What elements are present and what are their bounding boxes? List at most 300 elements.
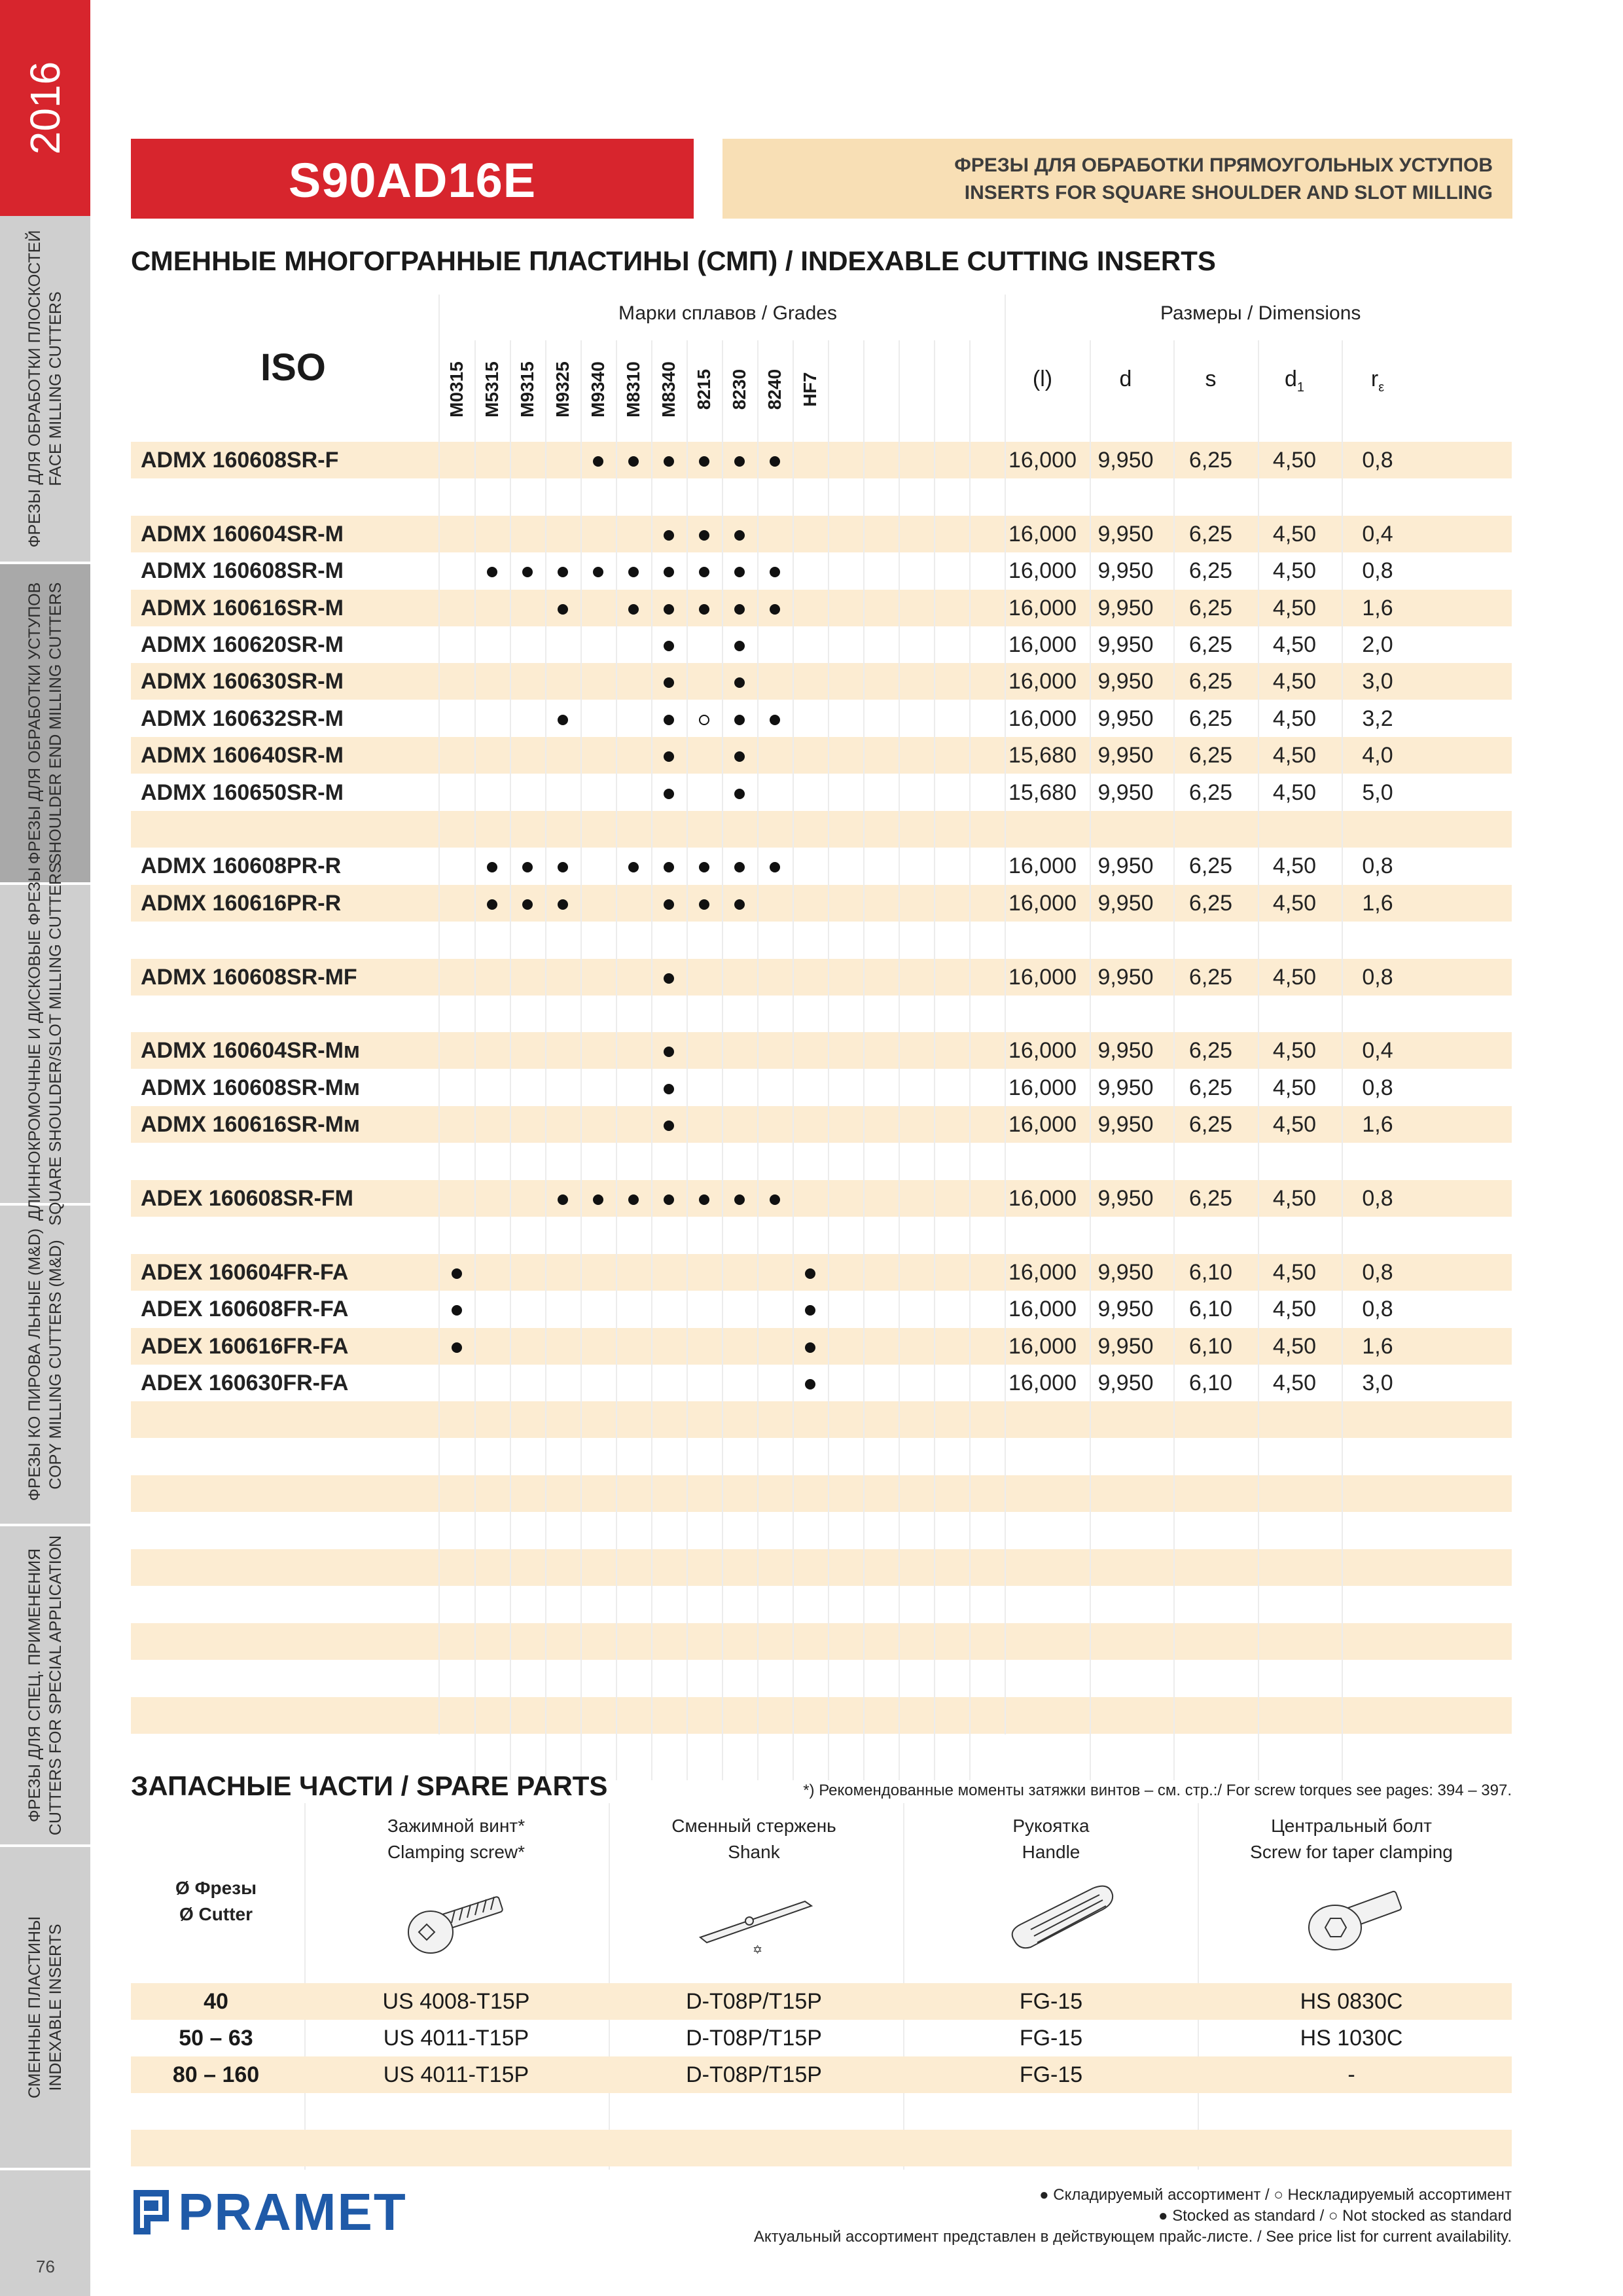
dimension-value: 16,000 xyxy=(1008,632,1077,657)
stocked-marker xyxy=(664,1047,674,1057)
grid-line xyxy=(438,295,440,1734)
stocked-marker xyxy=(770,567,780,577)
dimension-value: 2,0 xyxy=(1362,632,1393,657)
dimension-value: 9,950 xyxy=(1097,522,1154,547)
sidebar xyxy=(0,0,90,2296)
product-description xyxy=(722,139,1512,219)
stocked-marker xyxy=(593,456,603,467)
dimension-value: 6,10 xyxy=(1188,1260,1233,1285)
insert-name: ADMX 160650SR-M xyxy=(141,780,344,805)
grade-header xyxy=(758,340,792,439)
grade-header xyxy=(687,340,721,439)
clamping-screw-icon xyxy=(393,1885,524,1957)
dimension-value: 3,0 xyxy=(1362,669,1393,694)
sidebar-tab-shoulder-milling[interactable] xyxy=(0,564,90,885)
pramet-logo-text: PRAMET xyxy=(178,2183,407,2241)
dimension-value: 6,25 xyxy=(1188,1112,1233,1137)
sidebar-tab-label-ru: ФРЕЗЫ ДЛЯ ОБРАБОТКИ УСТУПОВ xyxy=(26,582,44,865)
stocked-marker xyxy=(664,789,674,799)
dimension-value: 16,000 xyxy=(1008,1334,1077,1359)
grade-header xyxy=(546,340,580,439)
grid-line xyxy=(722,340,723,1780)
cutter-diameter: 50 – 63 xyxy=(179,2026,253,2051)
stocked-marker xyxy=(770,862,780,872)
dimension-value: 4,50 xyxy=(1272,522,1317,547)
insert-name: ADMX 160608SR-Mм xyxy=(141,1075,361,1100)
stocked-marker xyxy=(628,604,639,615)
sidebar-tab-label-en: COPY MILLING CUTTERS (M&D) xyxy=(46,1240,65,1490)
dimension-value: 6,10 xyxy=(1188,1334,1233,1359)
sidebar-tab-label-ru: ФРЕЗЫ ДЛЯ ОБРАБОТКИ ПЛОСКОСТЕЙ xyxy=(26,230,44,548)
cutter-diameter: 40 xyxy=(204,1989,228,2014)
grade-header xyxy=(581,340,615,439)
dimension-value: 0,8 xyxy=(1362,558,1393,583)
dimension-value: 16,000 xyxy=(1008,1075,1077,1100)
spare-col-shank xyxy=(671,1813,836,1865)
sidebar-tab-label-en: SHOULDER END MILLING CUTTERS xyxy=(46,582,65,865)
spare-col-taper-screw xyxy=(1250,1813,1453,1865)
insert-name: ADMX 160604SR-M xyxy=(141,522,344,547)
spare-part-code: - xyxy=(1347,2062,1355,2087)
insert-name: ADMX 160620SR-M xyxy=(141,632,344,657)
dimension-value: 4,50 xyxy=(1272,1260,1317,1285)
stocked-marker xyxy=(558,604,568,615)
grid-line xyxy=(969,340,971,1780)
insert-name: ADMX 160604SR-Mм xyxy=(141,1038,361,1063)
stocked-marker xyxy=(805,1379,815,1390)
grid-line xyxy=(899,340,900,1780)
insert-name: ADMX 160616SR-Mм xyxy=(141,1112,361,1137)
dimension-value: 16,000 xyxy=(1008,448,1077,473)
grade-header xyxy=(510,340,544,439)
dimension-value: 4,50 xyxy=(1272,1186,1317,1211)
stocked-marker xyxy=(734,530,745,541)
dimension-value: 6,25 xyxy=(1188,743,1233,768)
grid-line xyxy=(757,340,758,1780)
sidebar-tab-slot-milling[interactable] xyxy=(0,862,90,1226)
dimension-value: 4,50 xyxy=(1272,891,1317,916)
table-row xyxy=(131,516,1512,552)
grade-header xyxy=(475,340,509,439)
grid-line xyxy=(1090,340,1091,1780)
spare-parts-title: ЗАПАСНЫЕ ЧАСТИ / SPARE PARTS xyxy=(131,1770,608,1801)
spare-part-code: FG-15 xyxy=(1019,2026,1083,2051)
table-row xyxy=(131,1365,1512,1401)
grid-line xyxy=(580,340,582,1780)
pramet-logo-icon xyxy=(131,2187,171,2237)
stocked-marker xyxy=(628,456,639,467)
cutter-diameter: 80 – 160 xyxy=(172,2062,260,2087)
grade-header-label: M9325 xyxy=(552,361,573,418)
dimension-value: 6,25 xyxy=(1188,558,1233,583)
stocked-marker xyxy=(734,789,745,799)
dim-header-d1 xyxy=(1285,367,1304,395)
dimension-value: 6,25 xyxy=(1188,448,1233,473)
dimension-value: 5,0 xyxy=(1362,780,1393,805)
spare-part-code: HS 0830C xyxy=(1300,1989,1403,2014)
stocked-marker xyxy=(558,1194,568,1205)
dimension-value: 16,000 xyxy=(1008,891,1077,916)
table-row xyxy=(131,1291,1512,1327)
insert-name: ADEX 160604FR-FA xyxy=(141,1260,349,1285)
sidebar-tab-inserts[interactable] xyxy=(0,1847,90,2170)
stocked-marker xyxy=(734,715,745,725)
table-row xyxy=(131,626,1512,663)
cutter-header-en: Ø Cutter xyxy=(179,1904,253,1924)
taper-screw-icon xyxy=(1296,1878,1414,1957)
stocked-marker xyxy=(699,862,709,872)
insert-name: ADMX 160616PR-R xyxy=(141,891,342,916)
table-row xyxy=(131,737,1512,774)
dim-header-r xyxy=(1371,367,1384,395)
grade-header xyxy=(652,340,686,439)
dimension-value: 9,950 xyxy=(1097,669,1154,694)
grades-caption: Марки сплавов / Grades xyxy=(618,302,837,324)
dimension-value: 9,950 xyxy=(1097,1075,1154,1100)
stocked-marker xyxy=(734,751,745,762)
pramet-logo xyxy=(131,2183,407,2241)
table-row xyxy=(131,774,1512,811)
stocked-marker xyxy=(664,1194,674,1205)
row-stripe xyxy=(131,2130,1512,2166)
dimension-value: 4,50 xyxy=(1272,448,1317,473)
insert-name: ADMX 160630SR-M xyxy=(141,669,344,694)
dimension-value: 9,950 xyxy=(1097,596,1154,620)
cutter-header-ru: Ø Фрезы xyxy=(175,1878,257,1898)
r-subscript: ε xyxy=(1378,380,1385,395)
stocked-marker xyxy=(770,1194,780,1205)
stocked-marker xyxy=(664,862,674,872)
table-row xyxy=(131,1069,1512,1106)
shank-icon xyxy=(687,1885,831,1957)
stocked-marker xyxy=(628,567,639,577)
grid-line xyxy=(474,340,476,1780)
grid-line xyxy=(616,340,617,1780)
dimension-value: 6,25 xyxy=(1188,632,1233,657)
dimension-value: 9,950 xyxy=(1097,1371,1154,1395)
dimension-value: 9,950 xyxy=(1097,1186,1154,1211)
table-row xyxy=(131,848,1512,884)
sidebar-tab-label-en: INDEXABLE INSERTS xyxy=(46,1924,65,2091)
insert-name: ADMX 160608SR-F xyxy=(141,448,339,473)
stocked-marker xyxy=(522,862,533,872)
grid-line xyxy=(1005,295,1006,1734)
dimension-value: 16,000 xyxy=(1008,596,1077,620)
stocked-marker xyxy=(770,604,780,615)
stocked-marker xyxy=(664,973,674,984)
stocked-marker xyxy=(734,1194,745,1205)
stocked-marker xyxy=(522,567,533,577)
sidebar-tab-special[interactable] xyxy=(0,1526,90,1847)
stocked-marker xyxy=(734,862,745,872)
row-stripe xyxy=(131,1475,1512,1512)
dimension-value: 16,000 xyxy=(1008,522,1077,547)
spare-part-code: FG-15 xyxy=(1019,2062,1083,2087)
insert-name: ADEX 160608SR-FM xyxy=(141,1186,354,1211)
spare-col-ru: Зажимной винт* xyxy=(387,1816,526,1836)
grade-header xyxy=(793,340,827,439)
stocked-marker xyxy=(452,1268,462,1279)
dimension-value: 16,000 xyxy=(1008,1186,1077,1211)
dimension-value: 6,25 xyxy=(1188,522,1233,547)
not-stocked-marker xyxy=(699,715,709,725)
stocked-marker xyxy=(664,1084,674,1094)
grid-line xyxy=(828,340,829,1780)
cutter-diameter-header xyxy=(175,1875,257,1928)
spare-col-ru: Рукоятка xyxy=(1012,1816,1090,1836)
dimension-value: 0,8 xyxy=(1362,1186,1393,1211)
dimension-value: 4,0 xyxy=(1362,743,1393,768)
dimension-value: 4,50 xyxy=(1272,1371,1317,1395)
iso-header: ISO xyxy=(260,346,326,389)
stocked-marker xyxy=(734,641,745,651)
table-row xyxy=(131,590,1512,626)
spare-col-ru: Сменный стержень xyxy=(671,1816,836,1836)
dimension-value: 0,8 xyxy=(1362,853,1393,878)
dimension-value: 16,000 xyxy=(1008,669,1077,694)
spare-part-code: HS 1030C xyxy=(1300,2026,1403,2051)
r-symbol: r xyxy=(1370,367,1379,391)
stocked-marker xyxy=(593,567,603,577)
dimension-value: 1,6 xyxy=(1362,891,1393,916)
sidebar-tab-label-ru: ФРЕЗЫ КО ПИРОВА ЛЬНЫЕ (M&D) xyxy=(26,1228,44,1501)
sidebar-tab-label-en: FACE MILLING CUTTERS xyxy=(46,291,65,486)
description-ru: ФРЕЗЫ ДЛЯ ОБРАБОТКИ ПРЯМОУГОЛЬНЫХ УСТУПОВ xyxy=(954,154,1493,176)
row-stripe xyxy=(131,1623,1512,1660)
grid-line xyxy=(1342,340,1343,1780)
stocked-marker xyxy=(664,677,674,688)
grid-line xyxy=(510,340,511,1780)
dimension-value: 4,50 xyxy=(1272,780,1317,805)
stocked-marker xyxy=(558,567,568,577)
stocked-marker xyxy=(805,1268,815,1279)
spare-part-code: US 4008-T15P xyxy=(382,1989,530,2014)
stocked-marker xyxy=(664,567,674,577)
spare-col-clamping-screw xyxy=(387,1813,525,1865)
spare-col-handle xyxy=(1012,1813,1089,1865)
dimension-value: 16,000 xyxy=(1008,1297,1077,1321)
dim-header-d: d xyxy=(1119,367,1132,391)
insert-name: ADMX 160632SR-M xyxy=(141,706,344,731)
dimension-value: 9,950 xyxy=(1097,780,1154,805)
stocked-marker xyxy=(699,567,709,577)
stocked-marker xyxy=(664,899,674,910)
insert-name: ADMX 160640SR-M xyxy=(141,743,344,768)
dimension-value: 6,25 xyxy=(1188,596,1233,620)
sidebar-tab-copy-milling[interactable] xyxy=(0,1206,90,1526)
stocked-marker xyxy=(487,862,497,872)
dim-header-l: (l) xyxy=(1032,367,1053,391)
grid-line xyxy=(651,340,652,1780)
sidebar-tab-label-ru: СМЕННЫЕ ПЛАСТИНЫ xyxy=(26,1916,44,2099)
stocked-marker xyxy=(734,567,745,577)
dimension-value: 16,000 xyxy=(1008,1112,1077,1137)
year-tab xyxy=(0,0,90,216)
svg-text:✡: ✡ xyxy=(753,1943,763,1957)
table-row xyxy=(131,1328,1512,1365)
dimension-value: 6,25 xyxy=(1188,1038,1233,1063)
year-label: 2016 xyxy=(22,61,69,155)
stocked-marker xyxy=(628,862,639,872)
dimension-value: 9,950 xyxy=(1097,1112,1154,1137)
dimension-value: 6,25 xyxy=(1188,669,1233,694)
torque-note: *) Рекомендованные моменты затяжки винтов – см. стр.:/ For screw torques see pages: 394 – 397. xyxy=(803,1782,1512,1799)
spare-part-code: US 4011-T15P xyxy=(383,2062,529,2087)
availability-note: Актуальный ассортимент представлен в действующем прайс-листе. / See price list for current availability. xyxy=(753,2228,1512,2246)
spare-col-en: Clamping screw* xyxy=(387,1842,526,1862)
grade-header-label: 8240 xyxy=(764,368,785,410)
spare-col-en: Handle xyxy=(1022,1842,1080,1862)
stocked-marker xyxy=(452,1305,462,1316)
grade-header-label: M9315 xyxy=(517,361,537,418)
spare-part-code: FG-15 xyxy=(1019,1989,1083,2014)
spare-row xyxy=(131,1983,1512,2020)
grade-header xyxy=(440,340,474,439)
dimension-value: 1,6 xyxy=(1362,1112,1393,1137)
table-row xyxy=(131,1180,1512,1217)
dimension-value: 4,50 xyxy=(1272,965,1317,990)
dimension-value: 4,50 xyxy=(1272,706,1317,731)
grade-header xyxy=(722,340,757,439)
dim-header-s: s xyxy=(1205,367,1217,391)
table-row xyxy=(131,700,1512,737)
dimension-value: 16,000 xyxy=(1008,965,1077,990)
dimension-value: 0,8 xyxy=(1362,1075,1393,1100)
sidebar-tab-label-en: SQUARE SHOULDER/SLOT MILLING CUTTERS xyxy=(46,862,65,1226)
insert-name: ADEX 160630FR-FA xyxy=(141,1371,349,1395)
grid-line xyxy=(793,340,794,1780)
legend-en: ● Stocked as standard / ○ Not stocked as standard xyxy=(1158,2207,1512,2225)
spare-col-en: Screw for taper clamping xyxy=(1250,1842,1453,1862)
stocked-marker xyxy=(558,862,568,872)
dimension-value: 4,50 xyxy=(1272,1112,1317,1137)
dimension-value: 9,950 xyxy=(1097,853,1154,878)
spare-row xyxy=(131,2056,1512,2093)
grade-header-label: M0315 xyxy=(446,361,467,418)
table-row xyxy=(131,442,1512,478)
inserts-section-title: СМЕННЫЕ МНОГОГРАННЫЕ ПЛАСТИНЫ (СМП) / INDEXABLE CUTTING INSERTS xyxy=(131,245,1216,276)
stocked-marker xyxy=(452,1342,462,1353)
grid-line xyxy=(934,340,935,1780)
grid-line xyxy=(863,340,865,1780)
sidebar-tab-label-ru: ДЛИННОКРОМОЧНЫЕ И ДИСКОВЫЕ ФРЕЗЫ xyxy=(26,867,44,1221)
stocked-marker xyxy=(734,677,745,688)
dimension-value: 15,680 xyxy=(1008,780,1077,805)
dimensions-caption: Размеры / Dimensions xyxy=(1160,302,1361,324)
insert-name: ADEX 160616FR-FA xyxy=(141,1334,349,1359)
insert-name: ADMX 160608SR-M xyxy=(141,558,344,583)
dimension-value: 6,25 xyxy=(1188,891,1233,916)
grid-line xyxy=(1258,340,1259,1780)
dimension-value: 4,50 xyxy=(1272,558,1317,583)
grade-header-label: 8230 xyxy=(729,368,749,410)
dimension-value: 9,950 xyxy=(1097,558,1154,583)
stocked-marker xyxy=(699,456,709,467)
dimension-value: 4,50 xyxy=(1272,596,1317,620)
dimension-value: 16,000 xyxy=(1008,558,1077,583)
dimension-value: 0,4 xyxy=(1362,1038,1393,1063)
dimension-value: 9,950 xyxy=(1097,965,1154,990)
dimension-value: 9,950 xyxy=(1097,1297,1154,1321)
spare-col-en: Shank xyxy=(728,1842,780,1862)
table-row xyxy=(131,1254,1512,1291)
sidebar-tab-label-en: CUTTERS FOR SPECIAL APPLICATION xyxy=(46,1535,65,1836)
table-row xyxy=(131,959,1512,996)
grade-header-label: M5315 xyxy=(482,361,502,418)
insert-name: ADMX 160608SR-MF xyxy=(141,965,357,990)
grade-header-label: M9340 xyxy=(588,361,608,418)
dimension-value: 3,0 xyxy=(1362,1371,1393,1395)
insert-name: ADEX 160608FR-FA xyxy=(141,1297,349,1321)
table-row xyxy=(131,552,1512,589)
dimension-value: 9,950 xyxy=(1097,448,1154,473)
row-stripe xyxy=(131,1549,1512,1586)
stocked-marker xyxy=(593,1194,603,1205)
spare-part-code: D-T08P/T15P xyxy=(686,2062,822,2087)
stocked-marker xyxy=(805,1342,815,1353)
stocked-marker xyxy=(734,456,745,467)
dimension-value: 6,25 xyxy=(1188,780,1233,805)
stocked-marker xyxy=(558,899,568,910)
stocked-marker xyxy=(487,567,497,577)
table-row xyxy=(131,1032,1512,1069)
dimension-value: 16,000 xyxy=(1008,853,1077,878)
description-en: INSERTS FOR SQUARE SHOULDER AND SLOT MILLING xyxy=(964,182,1493,204)
dimension-value: 1,6 xyxy=(1362,596,1393,620)
dimension-value: 4,50 xyxy=(1272,1297,1317,1321)
stocked-marker xyxy=(734,899,745,910)
stocked-marker xyxy=(664,604,674,615)
dimension-value: 6,10 xyxy=(1188,1371,1233,1395)
spare-part-code: US 4011-T15P xyxy=(383,2026,529,2051)
dimension-value: 4,50 xyxy=(1272,632,1317,657)
row-stripe xyxy=(131,1697,1512,1734)
grid-line xyxy=(1173,340,1175,1780)
spare-part-code: D-T08P/T15P xyxy=(686,1989,822,2014)
dimension-value: 4,50 xyxy=(1272,669,1317,694)
grid-line xyxy=(687,340,688,1780)
dimension-value: 9,950 xyxy=(1097,1260,1154,1285)
sidebar-tab-face-milling[interactable] xyxy=(0,216,90,564)
stocked-marker xyxy=(699,1194,709,1205)
dimension-value: 0,8 xyxy=(1362,1297,1393,1321)
dimension-value: 0,8 xyxy=(1362,448,1393,473)
dimension-value: 16,000 xyxy=(1008,1260,1077,1285)
stocked-marker xyxy=(699,899,709,910)
stocked-marker xyxy=(558,715,568,725)
dimension-value: 3,2 xyxy=(1362,706,1393,731)
d1-symbol: d xyxy=(1284,367,1297,391)
dimension-value: 6,25 xyxy=(1188,965,1233,990)
stocked-marker xyxy=(522,899,533,910)
d1-subscript: 1 xyxy=(1296,380,1305,395)
grade-header-label: 8215 xyxy=(694,368,714,410)
dimension-value: 1,6 xyxy=(1362,1334,1393,1359)
stocked-marker xyxy=(734,604,745,615)
dimension-value: 4,50 xyxy=(1272,743,1317,768)
dimension-value: 9,950 xyxy=(1097,632,1154,657)
grid-line xyxy=(545,340,546,1780)
dimension-value: 6,25 xyxy=(1188,706,1233,731)
dimension-value: 15,680 xyxy=(1008,743,1077,768)
dimension-value: 4,50 xyxy=(1272,853,1317,878)
dimension-value: 6,10 xyxy=(1188,1297,1233,1321)
row-stripe xyxy=(131,1401,1512,1438)
dimension-value: 6,25 xyxy=(1188,1186,1233,1211)
grade-header-label: M8340 xyxy=(658,361,679,418)
sidebar-tab-label-ru: ФРЕЗЫ ДЛЯ СПЕЦ. ПРИМЕНЕНИЯ xyxy=(26,1548,44,1823)
handle-icon xyxy=(995,1878,1126,1957)
